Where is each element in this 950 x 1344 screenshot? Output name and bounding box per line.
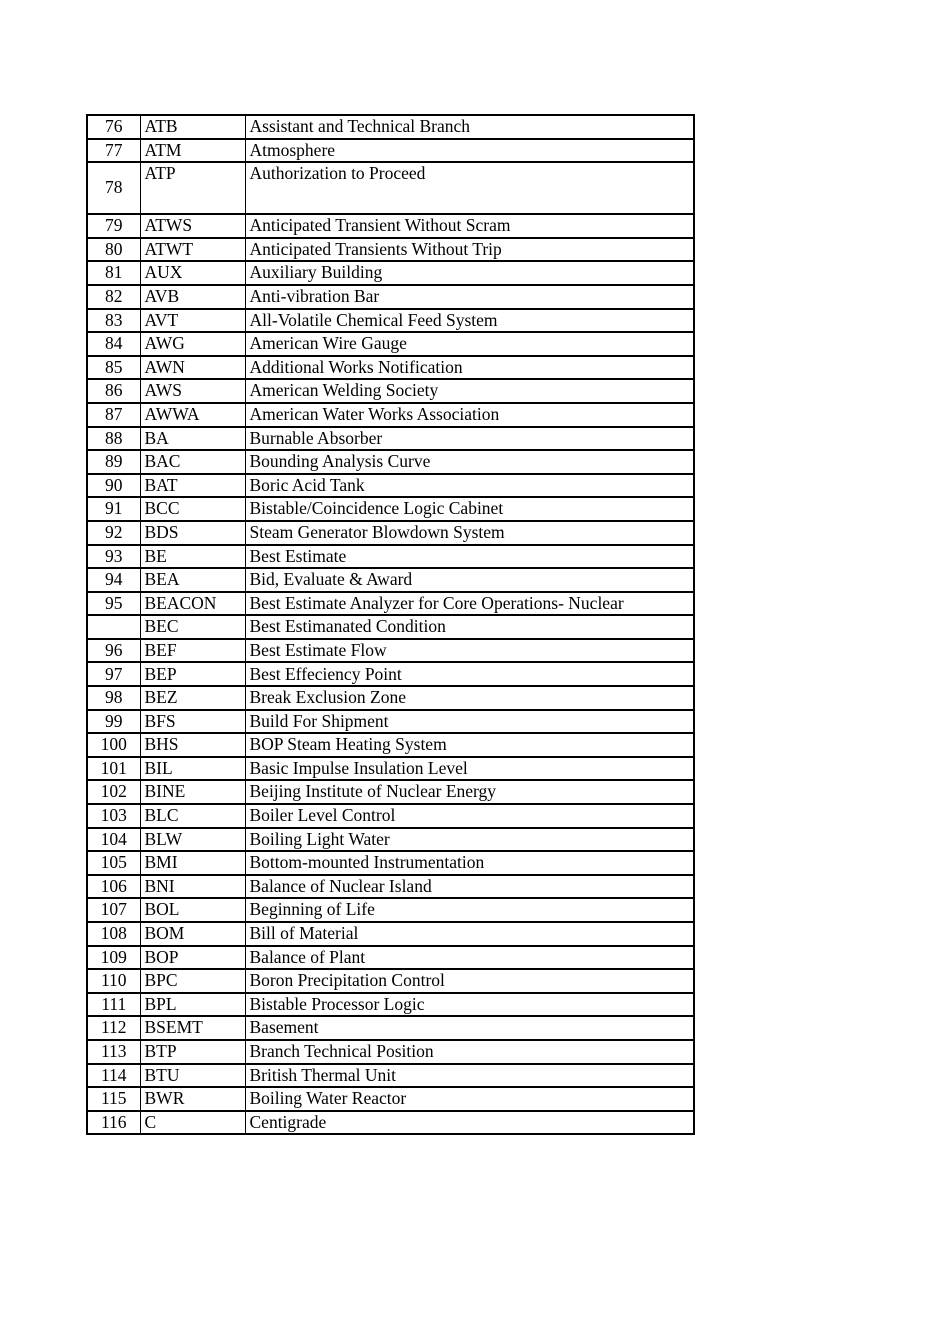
definition-cell: American Water Works Association: [245, 403, 694, 427]
definition-cell: Bill of Material: [245, 922, 694, 946]
row-number: 77: [87, 139, 140, 163]
table-row: [87, 115, 694, 139]
definition-cell: Best Estimate: [245, 545, 694, 569]
row-number: 97: [87, 662, 140, 686]
abbreviation-cell: BA: [140, 427, 245, 451]
row-number: 96: [87, 639, 140, 663]
table-row: [87, 1064, 694, 1088]
row-number: 98: [87, 686, 140, 710]
definition-cell: Steam Generator Blowdown System: [245, 521, 694, 545]
definition-cell: Boron Precipitation Control: [245, 969, 694, 993]
row-number: 80: [87, 238, 140, 262]
row-number: 103: [87, 804, 140, 828]
row-number: 78: [87, 162, 140, 214]
row-number: 106: [87, 875, 140, 899]
abbreviation-cell: ATP: [140, 162, 245, 214]
row-number: 84: [87, 332, 140, 356]
row-number: 99: [87, 710, 140, 734]
abbreviation-cell: AVB: [140, 285, 245, 309]
definition-cell: Anticipated Transients Without Trip: [245, 238, 694, 262]
table-row: [87, 639, 694, 663]
row-number: 95: [87, 592, 140, 616]
definition-cell: Basement: [245, 1016, 694, 1040]
table-row: [87, 545, 694, 569]
abbreviation-cell: BPC: [140, 969, 245, 993]
table-row: [87, 1016, 694, 1040]
row-number: 87: [87, 403, 140, 427]
table-row: [87, 214, 694, 238]
abbreviation-cell: BAC: [140, 450, 245, 474]
definition-cell: BOP Steam Heating System: [245, 733, 694, 757]
table-row: [87, 615, 694, 639]
table-row: [87, 568, 694, 592]
abbreviation-cell: BOP: [140, 946, 245, 970]
table-row: [87, 162, 694, 214]
table-row: [87, 261, 694, 285]
table-row: [87, 332, 694, 356]
abbreviation-cell: BTU: [140, 1064, 245, 1088]
row-number: 89: [87, 450, 140, 474]
table-row: [87, 686, 694, 710]
definition-cell: Beijing Institute of Nuclear Energy: [245, 780, 694, 804]
abbreviation-cell: BEZ: [140, 686, 245, 710]
definition-cell: Basic Impulse Insulation Level: [245, 757, 694, 781]
definition-cell: Bottom-mounted Instrumentation: [245, 851, 694, 875]
abbreviation-cell: BE: [140, 545, 245, 569]
table-row: [87, 403, 694, 427]
table-row: [87, 804, 694, 828]
table-row: [87, 592, 694, 616]
table-row: [87, 875, 694, 899]
row-number: 79: [87, 214, 140, 238]
table-row: [87, 497, 694, 521]
definition-cell: American Welding Society: [245, 379, 694, 403]
abbreviation-cell: BEACON: [140, 592, 245, 616]
table-row: [87, 733, 694, 757]
abbreviation-cell: BLW: [140, 828, 245, 852]
definition-cell: Boric Acid Tank: [245, 474, 694, 498]
abbreviation-cell: BAT: [140, 474, 245, 498]
definition-cell: Balance of Plant: [245, 946, 694, 970]
abbreviation-cell: BEF: [140, 639, 245, 663]
definition-cell: Break Exclusion Zone: [245, 686, 694, 710]
abbreviation-cell: BINE: [140, 780, 245, 804]
table-row: [87, 238, 694, 262]
definition-cell: Burnable Absorber: [245, 427, 694, 451]
abbreviation-cell: BHS: [140, 733, 245, 757]
abbreviation-table-body: [87, 115, 694, 1134]
table-row: [87, 1111, 694, 1135]
table-row: [87, 379, 694, 403]
abbreviation-cell: BOM: [140, 922, 245, 946]
table-row: [87, 662, 694, 686]
definition-cell: Best Estimate Flow: [245, 639, 694, 663]
row-number: 101: [87, 757, 140, 781]
table-row: [87, 139, 694, 163]
abbreviation-cell: AWN: [140, 356, 245, 380]
abbreviation-cell: ATWT: [140, 238, 245, 262]
definition-cell: Auxiliary Building: [245, 261, 694, 285]
definition-cell: Best Estimanated Condition: [245, 615, 694, 639]
row-number: 91: [87, 497, 140, 521]
row-number: [87, 615, 140, 639]
definition-cell: All-Volatile Chemical Feed System: [245, 309, 694, 333]
definition-cell: Boiling Light Water: [245, 828, 694, 852]
table-row: [87, 780, 694, 804]
abbreviation-cell: ATM: [140, 139, 245, 163]
row-number: 108: [87, 922, 140, 946]
table-row: [87, 285, 694, 309]
abbreviation-cell: AVT: [140, 309, 245, 333]
table-row: [87, 898, 694, 922]
abbreviation-cell: BOL: [140, 898, 245, 922]
table-row: [87, 851, 694, 875]
abbreviation-cell: AWWA: [140, 403, 245, 427]
table-row: [87, 521, 694, 545]
abbreviation-cell: BSEMT: [140, 1016, 245, 1040]
row-number: 107: [87, 898, 140, 922]
row-number: 88: [87, 427, 140, 451]
row-number: 109: [87, 946, 140, 970]
abbreviation-cell: BWR: [140, 1087, 245, 1111]
table-row: [87, 922, 694, 946]
table-row: [87, 828, 694, 852]
row-number: 113: [87, 1040, 140, 1064]
abbreviation-cell: BCC: [140, 497, 245, 521]
abbreviation-cell: BMI: [140, 851, 245, 875]
table-row: [87, 757, 694, 781]
row-number: 116: [87, 1111, 140, 1135]
abbreviation-cell: BTP: [140, 1040, 245, 1064]
definition-cell: Build For Shipment: [245, 710, 694, 734]
abbreviation-cell: BFS: [140, 710, 245, 734]
abbreviation-cell: BPL: [140, 993, 245, 1017]
row-number: 102: [87, 780, 140, 804]
definition-cell: Centigrade: [245, 1111, 694, 1135]
abbreviation-cell: ATWS: [140, 214, 245, 238]
table-row: [87, 993, 694, 1017]
definition-cell: Anti-vibration Bar: [245, 285, 694, 309]
abbreviation-cell: BNI: [140, 875, 245, 899]
abbreviation-cell: ATB: [140, 115, 245, 139]
table-row: [87, 1040, 694, 1064]
table-row: [87, 450, 694, 474]
abbreviation-cell: C: [140, 1111, 245, 1135]
row-number: 76: [87, 115, 140, 139]
definition-cell: American Wire Gauge: [245, 332, 694, 356]
abbreviation-cell: BEP: [140, 662, 245, 686]
definition-cell: Bistable/Coincidence Logic Cabinet: [245, 497, 694, 521]
definition-cell: Branch Technical Position: [245, 1040, 694, 1064]
row-number: 94: [87, 568, 140, 592]
row-number: 90: [87, 474, 140, 498]
definition-cell: Assistant and Technical Branch: [245, 115, 694, 139]
definition-cell: British Thermal Unit: [245, 1064, 694, 1088]
table-row: [87, 969, 694, 993]
row-number: 86: [87, 379, 140, 403]
table-row: [87, 427, 694, 451]
definition-cell: Additional Works Notification: [245, 356, 694, 380]
row-number: 114: [87, 1064, 140, 1088]
row-number: 110: [87, 969, 140, 993]
definition-cell: Best Effeciency Point: [245, 662, 694, 686]
table-row: [87, 710, 694, 734]
abbreviation-cell: BDS: [140, 521, 245, 545]
row-number: 85: [87, 356, 140, 380]
row-number: 115: [87, 1087, 140, 1111]
definition-cell: Bistable Processor Logic: [245, 993, 694, 1017]
definition-cell: Bid, Evaluate & Award: [245, 568, 694, 592]
abbreviation-cell: AUX: [140, 261, 245, 285]
definition-cell: Anticipated Transient Without Scram: [245, 214, 694, 238]
row-number: 92: [87, 521, 140, 545]
definition-cell: Authorization to Proceed: [245, 162, 694, 214]
abbreviation-cell: BIL: [140, 757, 245, 781]
definition-cell: Boiling Water Reactor: [245, 1087, 694, 1111]
abbreviation-cell: AWS: [140, 379, 245, 403]
definition-cell: Bounding Analysis Curve: [245, 450, 694, 474]
row-number: 104: [87, 828, 140, 852]
row-number: 112: [87, 1016, 140, 1040]
definition-cell: Balance of Nuclear Island: [245, 875, 694, 899]
definition-cell: Atmosphere: [245, 139, 694, 163]
row-number: 81: [87, 261, 140, 285]
table-row: [87, 946, 694, 970]
table-row: [87, 474, 694, 498]
table-row: [87, 309, 694, 333]
row-number: 93: [87, 545, 140, 569]
row-number: 105: [87, 851, 140, 875]
row-number: 83: [87, 309, 140, 333]
table-row: [87, 356, 694, 380]
abbreviation-cell: BEC: [140, 615, 245, 639]
row-number: 111: [87, 993, 140, 1017]
row-number: 100: [87, 733, 140, 757]
row-number: 82: [87, 285, 140, 309]
definition-cell: Best Estimate Analyzer for Core Operations- Nuclear: [245, 592, 694, 616]
abbreviation-table: [86, 114, 695, 1135]
abbreviation-cell: BEA: [140, 568, 245, 592]
abbreviation-cell: AWG: [140, 332, 245, 356]
table-row: [87, 1087, 694, 1111]
definition-cell: Beginning of Life: [245, 898, 694, 922]
definition-cell: Boiler Level Control: [245, 804, 694, 828]
abbreviation-cell: BLC: [140, 804, 245, 828]
